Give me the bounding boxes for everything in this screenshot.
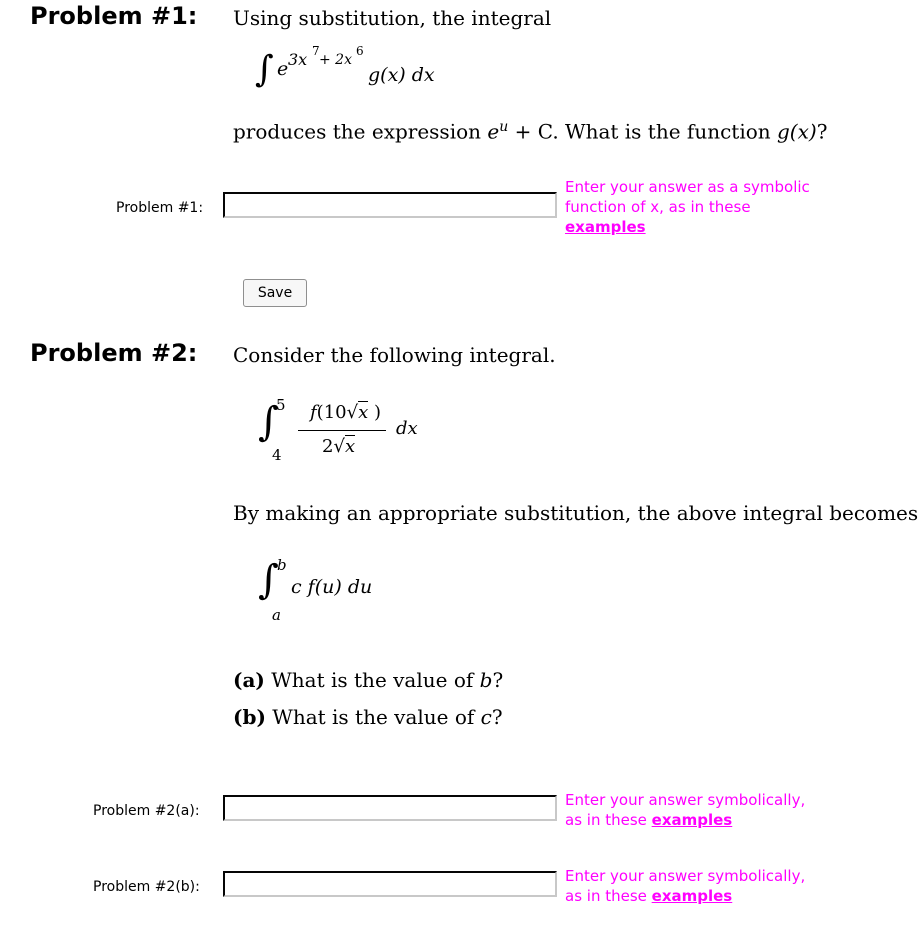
examples-link[interactable]: examples (651, 811, 733, 829)
problem-1-produces (233, 119, 827, 144)
problem-2-by-making: By making an appropriate substitution, the above integral becomes (233, 501, 918, 525)
exp-term1: 3x (288, 50, 308, 69)
numerator-close: ) (368, 402, 381, 423)
problem-2-intro: Consider the following integral. (233, 343, 556, 367)
question-a-text: What is the value of (264, 668, 480, 692)
examples-link[interactable]: examples (565, 218, 646, 236)
denominator-x: x (344, 436, 356, 457)
problem-2b-hint (565, 866, 805, 906)
hint-line-1: Enter your answer as a symbolic (565, 178, 810, 196)
exp-term1-power: 7 (312, 44, 320, 58)
problem-2a-hint (565, 790, 805, 830)
denominator-root: √ (333, 436, 345, 457)
problem-1-heading: Problem #1: (30, 2, 198, 30)
problem-2-integral (258, 396, 438, 466)
problem-2-heading: Problem #2: (30, 339, 198, 367)
problem-2a-answer-input[interactable] (223, 795, 557, 821)
exp-term2-power: 6 (356, 44, 364, 58)
hint-line-1: Enter your answer symbolically, (565, 867, 806, 885)
integral-lower-a: a (272, 606, 281, 624)
fraction-denominator (322, 436, 355, 457)
problem-2a-answer-label: Problem #2(a): (93, 803, 200, 819)
integral-sign: ∫ (255, 49, 274, 90)
fraction-numerator (310, 402, 381, 423)
problem-2b-answer-input[interactable] (223, 871, 557, 897)
integral-upper-limit: 5 (276, 396, 286, 414)
question-b-var: c (480, 705, 492, 729)
numerator-f: f (310, 402, 317, 423)
question-a-label: (a) (233, 668, 265, 692)
hint-line-1: Enter your answer symbolically, (565, 791, 806, 809)
expr-plus-c: + C. (508, 119, 559, 144)
integral-body: c f(u) du (291, 576, 373, 598)
integral-sign: ∫ (258, 399, 279, 445)
question-b-label: (b) (233, 705, 266, 729)
problem-1-intro: Using substitution, the integral (233, 6, 552, 30)
examples-link[interactable]: examples (651, 887, 733, 905)
question-a-var: b (479, 668, 493, 692)
question-mark: ? (816, 119, 828, 144)
numerator-open: (10 (316, 402, 347, 423)
question-b-text: What is the value of (265, 705, 481, 729)
integral-lower-limit: 4 (272, 446, 282, 464)
problem-2b-answer-label: Problem #2(b): (93, 879, 200, 895)
fraction-bar (298, 430, 386, 431)
problem-1-answer-input[interactable] (223, 192, 557, 218)
question-text: What is the function (558, 119, 777, 144)
problem-2-integral-substituted (258, 556, 398, 626)
integral-dx: dx (396, 418, 418, 439)
numerator-x: x (358, 402, 369, 423)
hint-line-2: as in these (565, 887, 652, 905)
denominator-2: 2 (322, 436, 334, 457)
question-a (233, 668, 503, 692)
produces-text: produces the expression (233, 119, 488, 144)
expr-u: u (499, 119, 509, 135)
question-b (233, 705, 503, 729)
question-gx: g(x) (777, 119, 817, 144)
exp-base: e (277, 58, 289, 80)
hint-line-2: function of x, as in these (565, 198, 751, 216)
integral-sign: ∫ (258, 557, 279, 603)
numerator-root: √ (346, 402, 359, 423)
exp-term2: + 2x (319, 52, 352, 68)
integral-upper-b: b (277, 556, 287, 574)
hint-line-2: as in these (565, 811, 652, 829)
question-b-end: ? (491, 705, 503, 729)
problem-1-answer-label: Problem #1: (116, 200, 204, 216)
save-button[interactable]: Save (243, 279, 307, 307)
integrand-gx: g(x) dx (368, 64, 435, 86)
question-a-end: ? (492, 668, 504, 692)
problem-1-hint (565, 177, 810, 237)
expr-e: e (487, 119, 500, 144)
